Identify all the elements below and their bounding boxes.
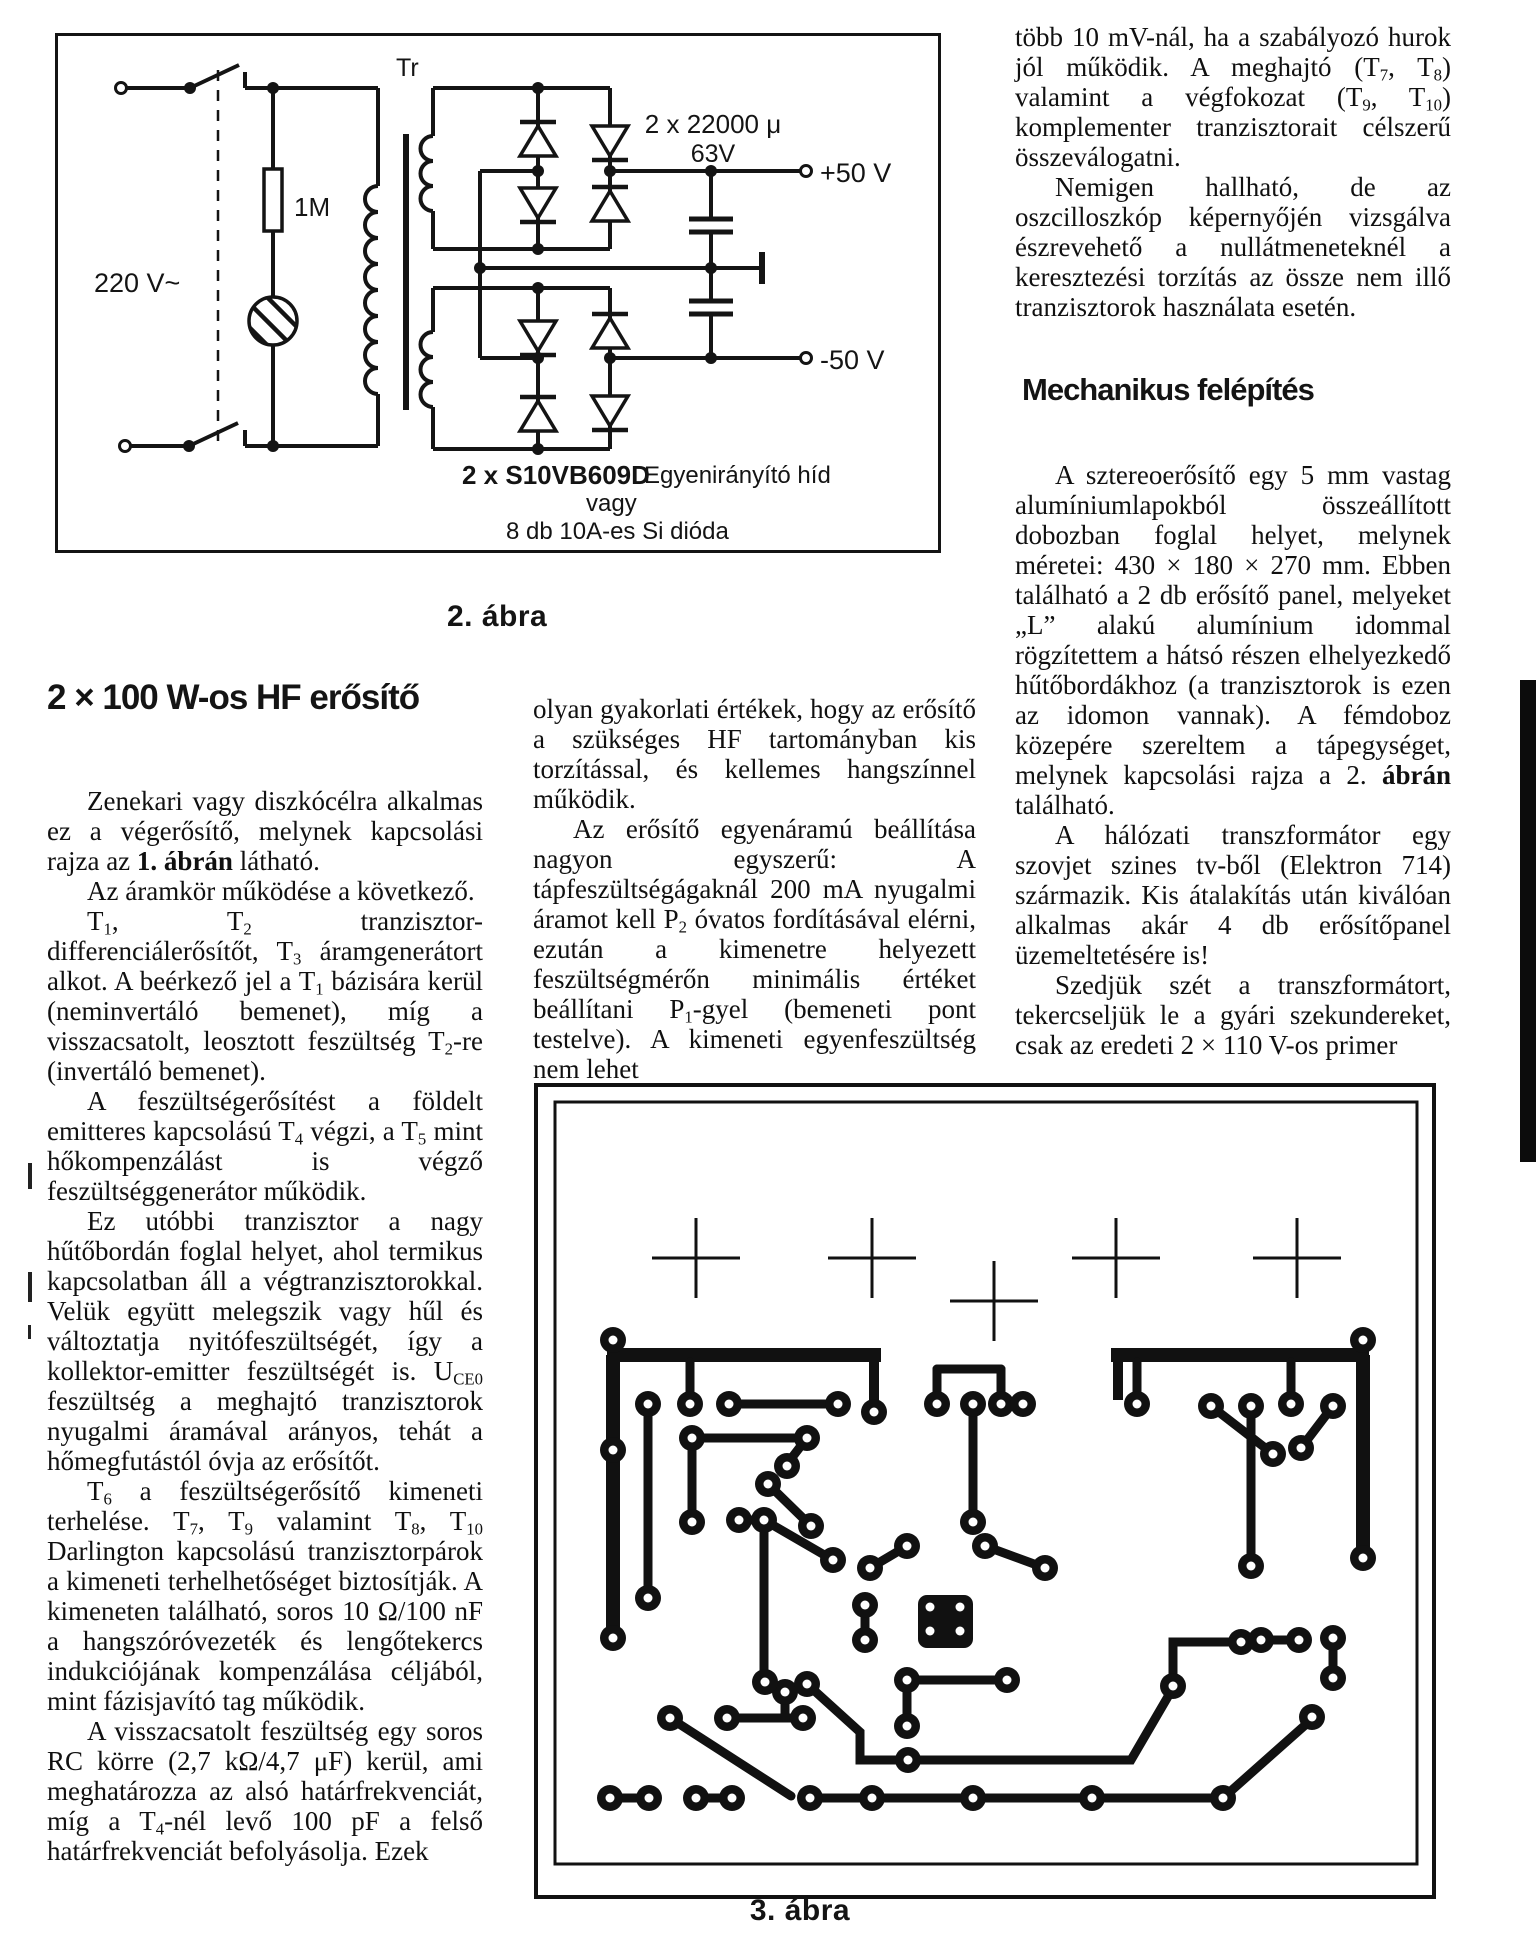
- paragraph: A feszültségerősítést a földelt emitteres kapcsolású $T_4$ végzi, a $T_5$ mint hőkompenzálást is végző feszültséggenerátor működik.: [47, 1086, 483, 1206]
- paragraph: $T_1$, $T_2$ tranzisztor-differenciálerősítőt, $T_3$ áramgenerátort alkot. A beérkező jel a $T_1$ bázisára kerül (neminvertáló bemenet), míg a visszacsatolt, leosztott feszültség $T_2-re$ (invertáló bemenet).: [47, 906, 483, 1086]
- paragraph: több 10 mV-nál, ha a szabályozó hurok jól működik. A meghajtó ($T_7$, $T_8$) valamint a végfokozat ($T_9$, $T_{10}$) komplementer tranzisztorait célszerű összeválogatni.: [1015, 22, 1451, 172]
- rectifier-desc-label: Egyenirányító híd: [644, 462, 831, 489]
- paragraph: Zenekari vagy diszkócélra alkalmas ez a végerősítő, melynek kapcsolási rajza az 1. ábrán látható.: [47, 786, 483, 876]
- paragraph: Szedjük szét a transzformátort, tekercseljük le a gyári szekundereket, csak az eredeti 2 × 110 V-os primer: [1015, 970, 1451, 1060]
- positive-rail-label: +50 V: [820, 158, 892, 188]
- schematic-artwork: [58, 36, 938, 550]
- glow-lamp-symbol: [189, 267, 327, 405]
- scan-artifact-tick: [28, 1272, 32, 1302]
- capacitor-value-label: 2 x 22000 μ: [644, 109, 782, 139]
- paragraph: Az áramkör működése a következő.: [87, 876, 475, 906]
- figure-2-caption: 2. ábra: [447, 600, 548, 633]
- paragraph: olyan gyakorlati értékek, hogy az erősítő a szükséges HF tartományban kis torzítással, és kellemes hangszínnel működik.: [533, 694, 976, 814]
- paragraph: Nemigen hallható, de az oszcilloszkóp képernyőjén vizsgálva észrevehető a nullátmeneteknél a keresztezési torzítás az össze nem illő tranzisztorok használata esetén.: [1015, 172, 1451, 322]
- pcb-artwork: [533, 1082, 1437, 1900]
- paragraph: A sztereoerősítő egy 5 mm vastag alumíniumlapokból összeállított dobozban foglal helyet, melynek méretei: 430 × 180 × 270 mm. Ebben található a 2 db erősítő panel, melyeket „L” alakú alumínium idommal rögzítettem a hátsó részen elhelyezkedő hűtőbordákhoz (a tranzisztorok is ezen az idomon vannak). A fémdoboz közepére szereltem a tápegységet, melynek kapcsolási rajza a 2. ábrán található.: [1015, 460, 1451, 820]
- resistor-value-label: 1M: [294, 192, 331, 222]
- scan-artifact-tick: [28, 1163, 32, 1189]
- paragraph: Ez utóbbi tranzisztor a nagy hűtőbordán foglal helyet, ahol termikus kapcsolatban áll a végtranzisztorokkal. Velük együtt melegszik vagy hűl és változtatja nyitófeszültségét, így a kollektor-emitter feszültségét is. $U_{CE0}$ feszültség a meghajtó tranzisztorok nyugalmi áramával arányos, tehát a hőmegfutástól óvja az erősítőt.: [47, 1206, 483, 1476]
- scan-artifact-bar: [1520, 680, 1536, 1162]
- paragraph: Az erősítő egyenáramú beállítása nagyon egyszerű: A tápfeszültségágaknál 200 mA nyugalmi áramot kell $P_2$ óvatos fordításával elérni, ezután a kimenetre helyezett feszültségmérőn minimális értéket beállítani $P_1$-gyel (bemeneti pont testelve). A kimeneti egyenfeszültség nem lehet: [533, 814, 976, 1084]
- rectifier-alt-label: 8 db 10A-es Si dióda: [506, 518, 729, 545]
- article-title: 2 × 100 W-os HF erősítő: [47, 678, 420, 717]
- paragraph: $T_6$ a feszültségerősítő kimeneti terhelése. $T_7$, $T_9$ valamint $T_8$, $T_{10}$ Darlington kapcsolású tranzisztorpárok a kimeneti terhelhetőséget biztosítják. A kimeneten található, soros 10 Ω/100 nF a hangszóróvezeték és lengőtekercs indukciójának kompenzálása céljából, mint fázisjavító tag működik.: [47, 1476, 483, 1716]
- scan-artifact-tick: [28, 1325, 31, 1339]
- transformer-label: Tr: [396, 54, 419, 82]
- mains-label: 220 V~: [94, 268, 181, 298]
- paragraph: A visszacsatolt feszültség egy soros RC körre (2,7 kΩ/4,7 μF) kerül, ami meghatározza az alsó határfrekvenciát, míg a $T_4$-nél levő 100 pF a felső határfrekvenciát befolyásolja. Ezek: [47, 1716, 483, 1866]
- figure-3: [533, 1082, 1437, 1900]
- rectifier-type-label: 2 x S10VB609D: [462, 460, 650, 490]
- paragraph: A hálózati transzformátor egy szovjet szines tv-ből (Elektron 714) származik. Kis átalakítás után kiválóan alkalmas akár 4 db erősítőpanel üzemeltetésére is!: [1015, 820, 1451, 970]
- figure-2: [55, 33, 941, 553]
- resistor-1m-symbol: [264, 169, 282, 231]
- right-column-intro: [1015, 22, 1451, 322]
- section-heading: Mechanikus felépítés: [1022, 372, 1314, 407]
- middle-column: [533, 694, 976, 1084]
- right-column-body: [1015, 460, 1451, 1060]
- left-column: [47, 786, 483, 1941]
- rectifier-or-label: vagy: [586, 490, 637, 517]
- capacitor-voltage-label: 63V: [690, 140, 736, 168]
- figure-3-caption: 3. ábra: [749, 1894, 851, 1927]
- negative-rail-label: -50 V: [820, 345, 885, 375]
